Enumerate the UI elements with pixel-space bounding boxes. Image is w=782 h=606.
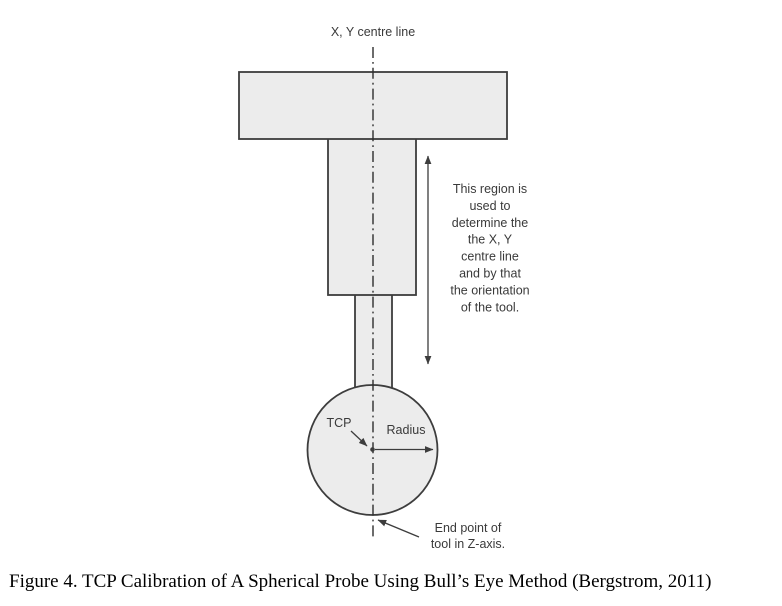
region-note-line: of the tool. — [460, 300, 520, 315]
region-note-line: and by that — [459, 266, 521, 281]
tool-holder-rect — [239, 72, 507, 139]
region-note-line: the X, Y — [467, 232, 513, 247]
endpoint-label-line: End point of — [434, 521, 502, 535]
endpoint-label-line: tool in Z-axis. — [430, 537, 506, 551]
region-note-line: the orientation — [450, 283, 530, 298]
region-note-line: This region is — [452, 182, 528, 196]
endpoint-leader-line — [378, 520, 419, 537]
region-note-line: determine the — [451, 215, 529, 230]
region-note-line: used to — [469, 198, 511, 213]
radius-label: Radius — [386, 423, 426, 437]
endpoint-label — [431, 521, 505, 551]
tcp-label: TCP — [326, 416, 352, 430]
tcp-point-dot — [370, 447, 375, 452]
region-note — [450, 182, 529, 314]
figure-caption: Figure 4. TCP Calibration of A Spherical Probe Using Bull’s Eye Method (Bergstrom, 2011) — [9, 571, 712, 592]
centre-line-label: X, Y centre line — [330, 25, 416, 39]
tool-body-rect — [328, 137, 416, 295]
region-note-line: centre line — [461, 249, 519, 264]
